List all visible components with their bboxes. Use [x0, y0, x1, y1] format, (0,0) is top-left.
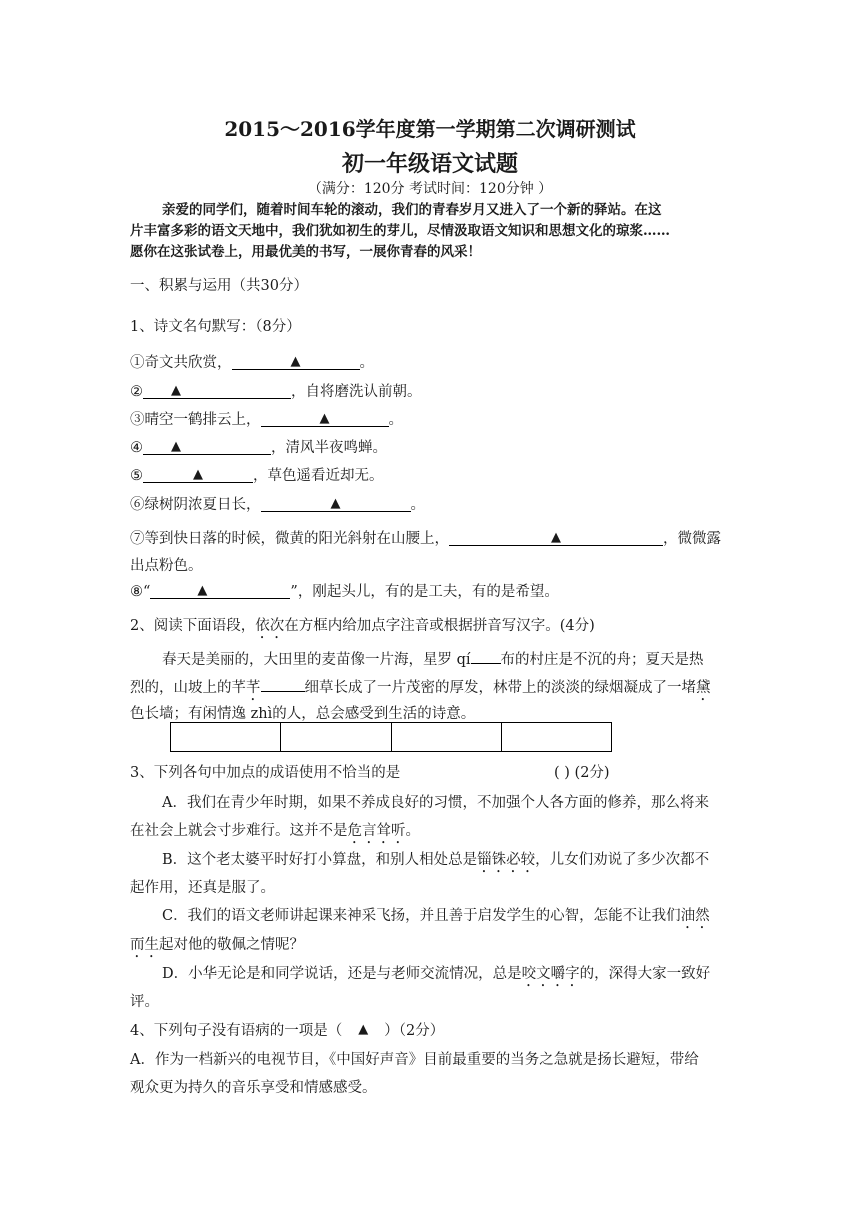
triangle-marker: ▲ [551, 530, 561, 545]
answer-blank[interactable] [261, 496, 411, 512]
answer-box[interactable] [502, 723, 611, 751]
q3-option-d-line-2: 评。 [130, 994, 159, 1010]
triangle-marker: ▲ [193, 467, 203, 482]
q3-option-a-line-2: 在社会上就会寸步难行。这并不是危言耸听。 [130, 823, 420, 839]
q1-item-c: ③晴空一鹤排云上， ▲ 。 [130, 411, 403, 428]
answer-box[interactable] [171, 723, 281, 751]
q1-item-b: ② ▲ ，自将磨洗认前朝。 [130, 383, 422, 400]
answer-blank[interactable] [232, 354, 360, 370]
q1-item-g: ⑦等到快日落的时候，微黄的阳光斜射在山腰上， ▲ ，微微露 [130, 530, 721, 547]
answer-blank[interactable] [143, 439, 271, 455]
triangle-marker: ▲ [330, 496, 341, 511]
pinyin-blank[interactable] [471, 649, 501, 664]
q1-item-e: ⑤ ▲ ，草色遥看近却无。 [130, 467, 384, 484]
q3-option-c-line-2: 而生起对他的敬佩之情呢？ [130, 937, 304, 953]
intro-line-1: 亲爱的同学们，随着时间车轮的滚动，我们的青春岁月又进入了一个新的驿站。在这 [162, 202, 662, 218]
q3-option-b-line-1: B．这个老太婆平时好打小算盘，和别人相处总是锱铢必较，儿女们劝说了多少次都不 [162, 852, 710, 868]
q1-item-f: ⑥绿树阴浓夏日长， ▲ 。 [130, 496, 425, 513]
q2-passage-line-3: 色长墙；有闲情逸 zhì的人，总会感受到生活的诗意。 [130, 706, 476, 722]
q2-title: 2、阅读下面语段，依次在方框内给加点字注音或根据拼音写汉字。(4分) [130, 618, 595, 634]
pinyin-blank[interactable] [261, 677, 305, 692]
answer-box[interactable] [281, 723, 391, 751]
triangle-marker: ▲ [319, 411, 330, 426]
answer-boxes [170, 722, 612, 752]
q3-option-b-line-2: 起作用，还真是服了。 [130, 880, 275, 896]
intro-line-3: 愿你在这张试卷上，用最优美的书写，一展你青春的风采！ [130, 244, 481, 260]
exam-meta: （满分：120分 考试时间：120分钟 ） [307, 181, 553, 197]
triangle-marker: ▲ [171, 383, 181, 398]
triangle-marker: ▲ [171, 439, 181, 454]
triangle-marker: ▲ [290, 354, 301, 369]
answer-blank[interactable] [143, 383, 291, 399]
q2-passage-line-1: 春天是美丽的，大田里的麦苗像一片海，星罗 qí 布的村庄是不沉的舟；夏天是热 [162, 649, 704, 669]
exam-subtitle: 初一年级语文试题 [341, 151, 518, 177]
answer-blank[interactable] [261, 411, 389, 427]
exam-title: 2015～2016学年度第一学期第二次调研测试 [224, 117, 636, 141]
intro-line-2: 片丰富多彩的语文天地中，我们犹如初生的芽儿，尽情汲取语文知识和思想文化的琼浆…… [130, 223, 670, 239]
q4-option-a-line-2: 观众更为持久的音乐享受和情感感受。 [130, 1080, 377, 1096]
q3-option-a-line-1: A．我们在青少年时期，如果不养成良好的习惯，不加强个人各方面的修养，那么将来 [162, 795, 709, 811]
q4-title: 4、下列句子没有语病的一项是（ ▲ ）（2分） [130, 1022, 445, 1039]
triangle-marker: ▲ [358, 1022, 369, 1037]
q3-answer-bracket[interactable]: ( ) (2分) [554, 765, 610, 781]
q2-passage-line-2: 烈的，山坡上的芊芊 细草长成了一片茂密的厚发，林带上的淡淡的绿烟凝成了一堵黛 [130, 677, 711, 704]
q1-item-a: ①奇文共欣赏， ▲ 。 [130, 354, 374, 371]
q1-item-g-cont: 出点粉色。 [130, 558, 203, 574]
q1-title: 1、诗文名句默写：（8分） [130, 319, 301, 335]
q3-option-c-line-1: C．我们的语文老师讲起课来神采飞扬，并且善于启发学生的心智，怎能不让我们油然 [162, 908, 710, 924]
answer-box[interactable] [392, 723, 502, 751]
answer-blank[interactable] [449, 530, 663, 546]
section-heading: 一、积累与运用（共30分） [130, 278, 308, 294]
triangle-marker: ▲ [197, 583, 208, 598]
answer-blank[interactable] [150, 583, 290, 599]
answer-blank[interactable] [143, 467, 253, 483]
q4-option-a-line-1: A．作为一档新兴的电视节目，《中国好声音》目前最重要的当务之急就是扬长避短，带给 [130, 1052, 699, 1068]
q3-option-d-line-1: D．小华无论是和同学说话，还是与老师交流情况，总是咬文嚼字的，深得大家一致好 [162, 966, 711, 982]
q1-item-d: ④ ▲ ，清风半夜鸣蝉。 [130, 439, 387, 456]
q3-title: 3、下列各句中加点的成语使用不恰当的是 [130, 765, 401, 781]
q1-item-h: ⑧“ ▲ ”，刚起头儿，有的是工夫，有的是希望。 [130, 583, 559, 600]
